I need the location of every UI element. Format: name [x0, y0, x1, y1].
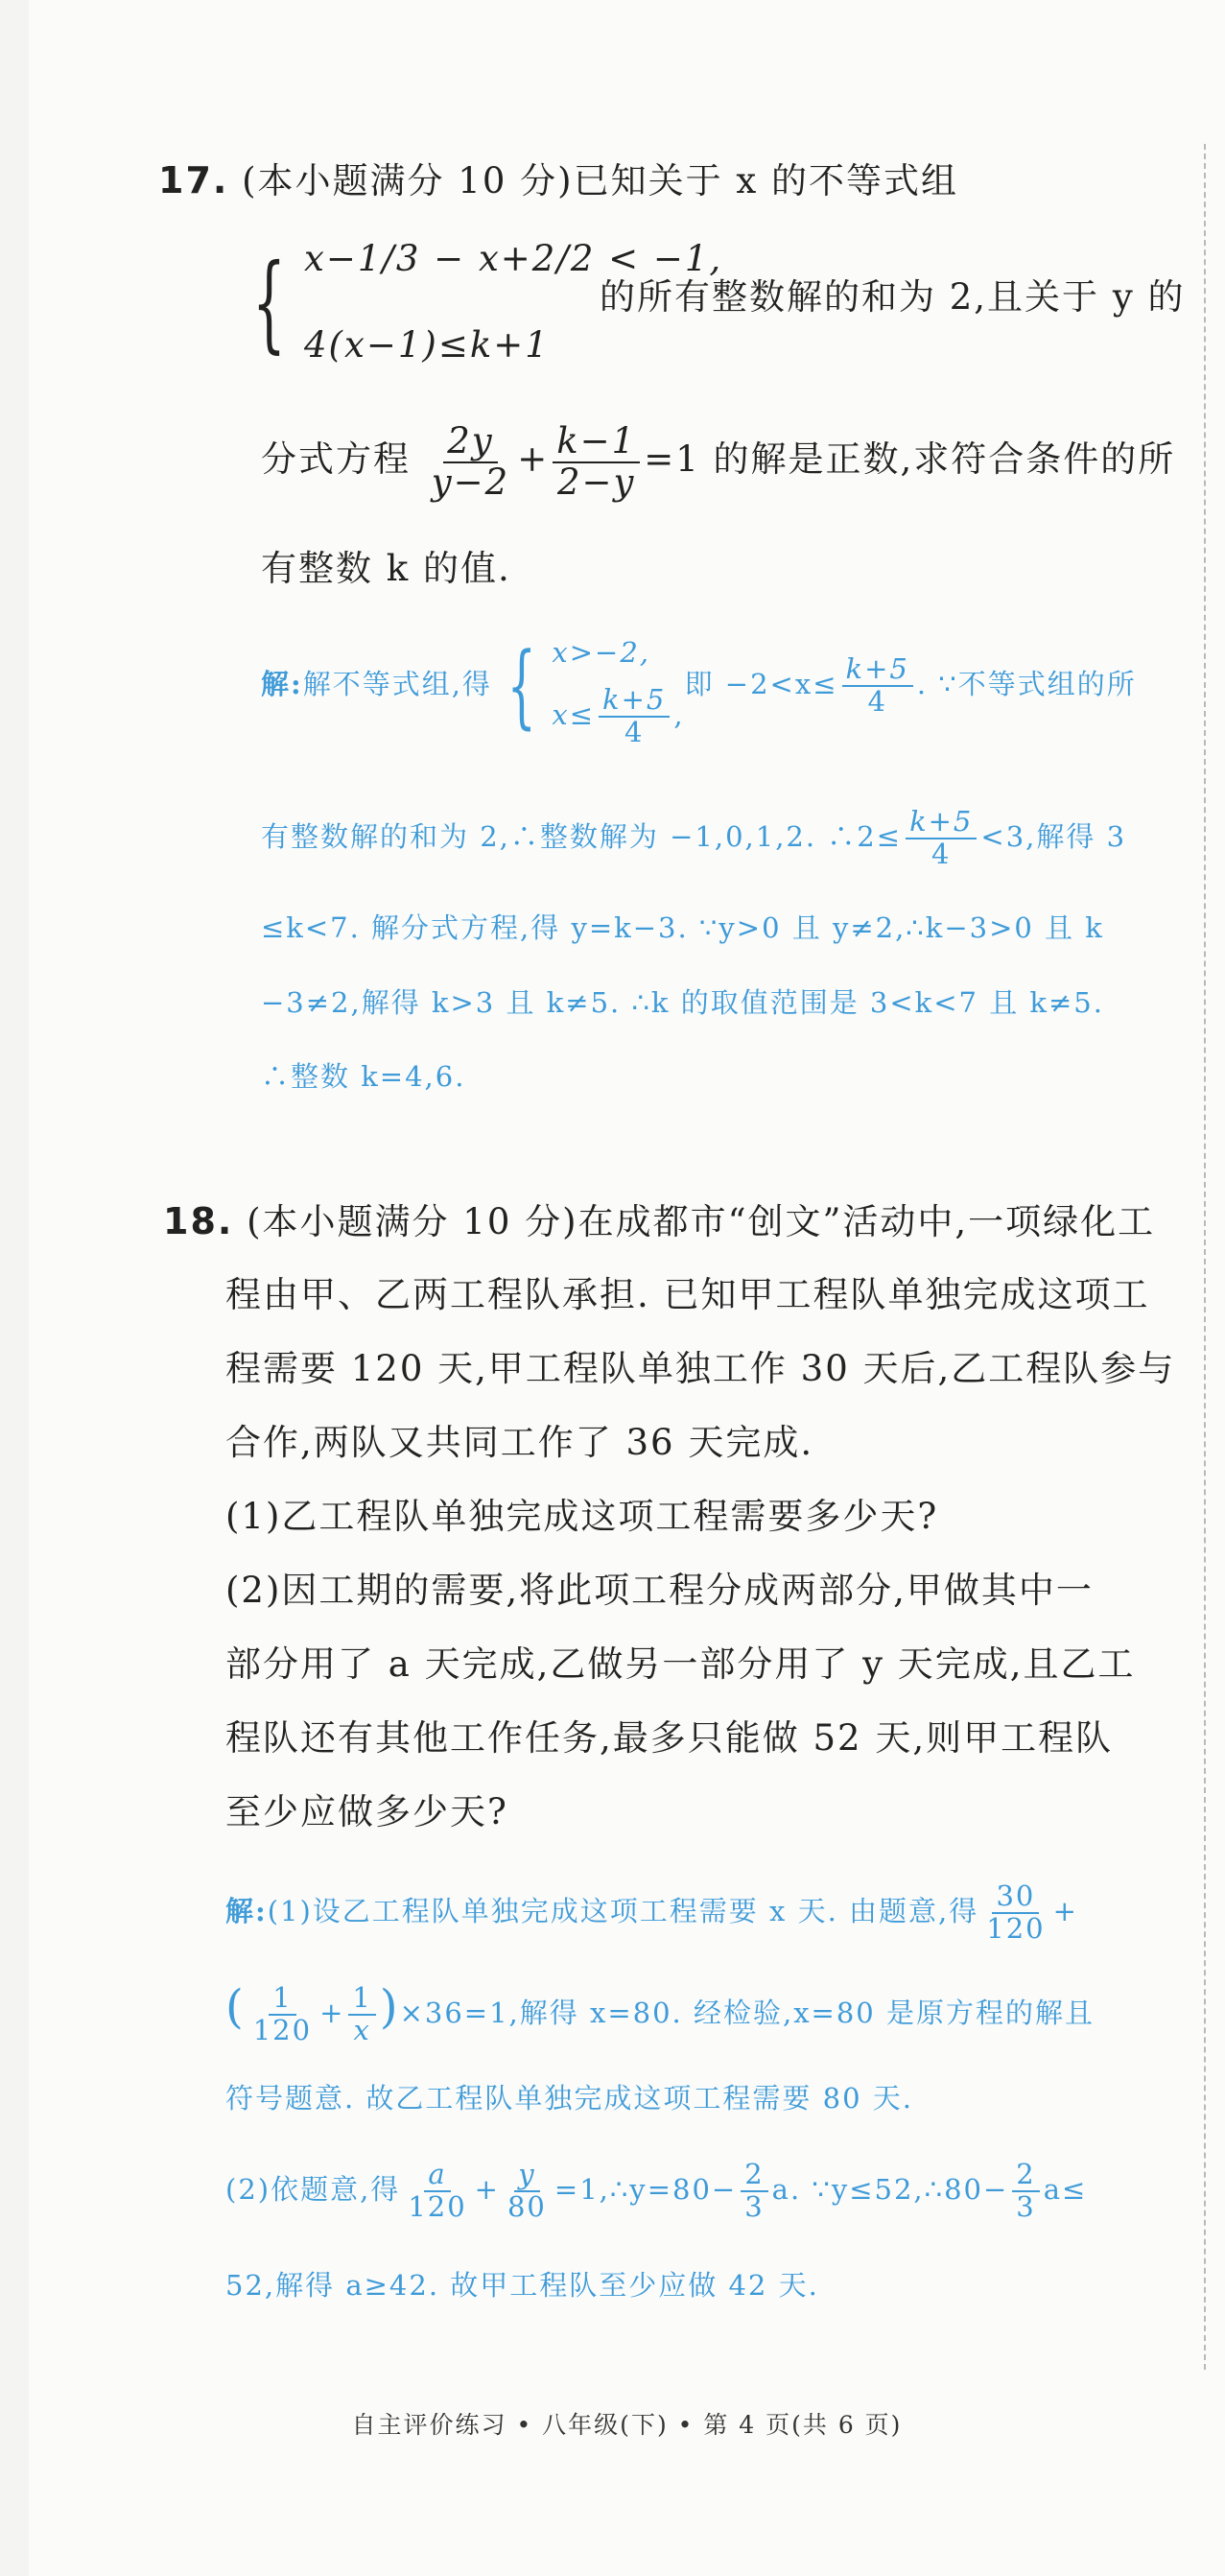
- q17-answer-sys-2a: x≤: [552, 698, 596, 732]
- q17-frac-2-num: k−1: [553, 422, 640, 463]
- q18-part2-line1: [225, 1554, 1204, 1627]
- q17-answer-2b: <3,解得 3: [980, 820, 1127, 853]
- q17-answer-1c: . ∵不等式组的所: [916, 668, 1137, 700]
- q18-answer-lead: 解:: [225, 1895, 268, 1927]
- q17-stem-2: 的所有整数解的和为 2,且关于 y 的: [600, 276, 1186, 318]
- q18-answer-3: 符号题意. 故乙工程队单独完成这项工程需要 80 天.: [225, 2082, 913, 2115]
- q18-stem-7: 部分用了 a 天完成,乙做另一部分用了 y 天完成,且乙工: [225, 1643, 1136, 1685]
- q17-frac-2-den: 2−y: [556, 461, 636, 503]
- q18-stem-4: 合作,两队又共同工作了 36 天完成.: [225, 1422, 814, 1463]
- brace-icon: {: [252, 241, 287, 364]
- brace-icon: {: [506, 632, 537, 739]
- q17-frac-1-den: y−2: [431, 461, 510, 503]
- q18-stem-9: 至少应做多少天?: [225, 1791, 508, 1832]
- q17-answer-1b: 即 −2<x≤: [684, 668, 838, 700]
- q17-ineq-1: x−1/3 − x+2/2 < −1,: [304, 238, 723, 279]
- q18-answer-1: (1)设乙工程队单独完成这项工程需要 x 天. 由题意,得: [267, 1895, 979, 1927]
- q18-stem-8: 程队还有其他工作任务,最多只能做 52 天,则甲工程队: [225, 1717, 1114, 1759]
- q18-answer-4b: =1,∴y=80−: [554, 2173, 738, 2206]
- frac-num: 2: [741, 2160, 767, 2192]
- q18-answer-frac-30-120: [982, 1881, 1048, 1945]
- frac-den: 4: [624, 716, 645, 749]
- q17-line4: [261, 532, 1201, 605]
- q17-answer-sys-frac: [599, 685, 670, 748]
- q17-stem-1: (本小题满分 10 分)已知关于 x 的不等式组: [242, 160, 958, 201]
- q18-answer-frac-1-x: [348, 1983, 375, 2046]
- q18-answer-frac-a-120: [404, 2160, 470, 2223]
- frac-den: 3: [1016, 2190, 1036, 2223]
- q17-line1: [158, 144, 1185, 218]
- q17-answer-1a: 解不等式组,得: [302, 668, 492, 700]
- q18-line4: [225, 1406, 1204, 1479]
- q17-frac-1: [428, 422, 513, 502]
- q17-answer-line3: [261, 887, 1211, 968]
- page: [29, 0, 1225, 2576]
- q17-ineq-2: 4(x−1)≤k+1: [304, 324, 550, 366]
- q18-part2-line2: [225, 1628, 1204, 1701]
- q18-answer-line2: ( $\frac{1}{120}$ + $\frac{1}{x}$ )×36=1,解得 x=80. 经检验,x=80 是原方程的解且: [225, 1980, 1095, 2046]
- q17-answer-frac-2: [906, 807, 977, 870]
- q18-answer-frac-2-3-b: [1012, 2160, 1039, 2223]
- frac-den: 3: [744, 2190, 765, 2223]
- q17-answer-4: −3≠2,解得 k>3 且 k≠5. ∴k 的取值范围是 3<k<7 且 k≠5.: [261, 986, 1104, 1019]
- q18-answer-line3: [225, 2058, 1213, 2139]
- frac-num: 30: [992, 1881, 1039, 1914]
- q17-answer-line5: [261, 1036, 1211, 1117]
- q18-answer-frac-y-80: [504, 2160, 551, 2223]
- frac-num: 1: [348, 1983, 375, 2016]
- q18-answer-frac-2-3-a: [741, 2160, 767, 2223]
- right-paren-icon: ): [379, 1980, 400, 2034]
- frac-den: 120: [986, 1912, 1046, 1945]
- q18-stem-2: 程由甲、乙两工程队承担. 已知甲工程队单独完成这项工: [225, 1274, 1150, 1315]
- frac-den: x: [353, 2014, 371, 2046]
- q18-stem-3: 程需要 120 天,甲工程队单独工作 30 天后,乙工程队参与: [225, 1348, 1176, 1389]
- q18-answer-5: 52,解得 a≥42. 故甲工程队至少应做 42 天.: [225, 2269, 819, 2302]
- page-footer: 自主评价练习 • 八年级(下) • 第 4 页(共 6 页): [351, 2411, 903, 2439]
- frac-den: 4: [931, 838, 952, 870]
- q17-stem-3a: 分式方程: [261, 438, 411, 481]
- q18-answer-frac-1-120: [249, 1983, 316, 2046]
- q17-number: 17.: [158, 159, 229, 201]
- q17-frac-1-num: 2y: [443, 422, 497, 463]
- q18-part2-line4: [225, 1776, 1204, 1849]
- q17-answer-line4: [261, 962, 1211, 1043]
- frac-den: 80: [506, 2190, 547, 2223]
- q18-answer-line5: [225, 2245, 1213, 2326]
- frac-den: 4: [867, 685, 887, 718]
- q17-line3: 分式方程 $\frac{2y}{y-2}$ + $\frac{k-1}{2-y}$ =1 的解是正数,求符合条件的所: [261, 420, 1176, 503]
- left-paren-icon: (: [225, 1980, 246, 2034]
- q18-part1: [225, 1480, 1204, 1553]
- frac-num: k+5: [906, 807, 977, 839]
- q18-answer-2: ×36=1,解得 x=80. 经检验,x=80 是原方程的解且: [399, 1997, 1095, 2029]
- frac-num: 1: [269, 1983, 295, 2016]
- q18-answer-line4: (2)依题意,得 $\frac{a}{120}$ + $\frac{y}{80}$ =1,∴y=80− $\frac{2}{3}$ a. ∵y≤52,∴80− $\frac{2}{3}$ a≤: [225, 2158, 1088, 2223]
- q17-stem-4: 有整数 k 的值.: [261, 548, 511, 589]
- q17-answer-3: ≤k<7. 解分式方程,得 y=k−3. ∵y>0 且 y≠2,∴k−3>0 且 k: [261, 911, 1104, 944]
- q17-answer-lead: 解:: [261, 668, 303, 700]
- frac-den: 120: [408, 2190, 467, 2223]
- q18-part2-line3: [225, 1702, 1204, 1775]
- q18-answer-4a: (2)依题意,得: [225, 2173, 401, 2206]
- q17-answer-line1: [261, 624, 1211, 748]
- q18-answer-line1: [225, 1871, 1213, 1951]
- q18-number: 18.: [163, 1200, 234, 1242]
- q17-answer-5: ∴整数 k=4,6.: [261, 1060, 466, 1093]
- q17-system-line: [235, 230, 1194, 374]
- q17-answer-line2: [261, 796, 1211, 877]
- frac-num: 2: [1012, 2160, 1039, 2192]
- q17-stem-3b: =1 的解是正数,求符合条件的所: [644, 438, 1176, 481]
- q17-answer-system: { x>−2, x≤ $\frac{k+5}{4}$ ,: [492, 624, 685, 748]
- q18-stem-1: (本小题满分 10 分)在成都市“创文”活动中,一项绿化工: [247, 1201, 1156, 1242]
- q17-answer-2a: 有整数解的和为 2,∴整数解为 −1,0,1,2. ∴2≤: [261, 820, 903, 853]
- q17-answer-frac-1: [842, 654, 913, 718]
- q18-answer-4d: a≤: [1043, 2173, 1088, 2206]
- q18-answer-plus: +: [1052, 1895, 1078, 1927]
- q17-frac-2: [553, 422, 640, 502]
- q18-stem-5: (1)乙工程队单独完成这项工程需要多少天?: [225, 1496, 939, 1537]
- q18-line1: [163, 1185, 1199, 1259]
- q18-line2: [225, 1259, 1204, 1332]
- q18-answer-4c: a. ∵y≤52,∴80−: [771, 2173, 1009, 2206]
- q17-answer-sys-1: x>−2,: [552, 636, 651, 669]
- frac-num: y: [514, 2160, 539, 2192]
- frac-num: a: [424, 2160, 450, 2192]
- frac-num: k+5: [599, 685, 670, 718]
- q18-line3: [225, 1333, 1204, 1406]
- q18-stem-6: (2)因工期的需要,将此项工程分成两部分,甲做其中一: [225, 1570, 1094, 1611]
- frac-num: k+5: [842, 654, 913, 687]
- frac-den: 120: [252, 2014, 313, 2046]
